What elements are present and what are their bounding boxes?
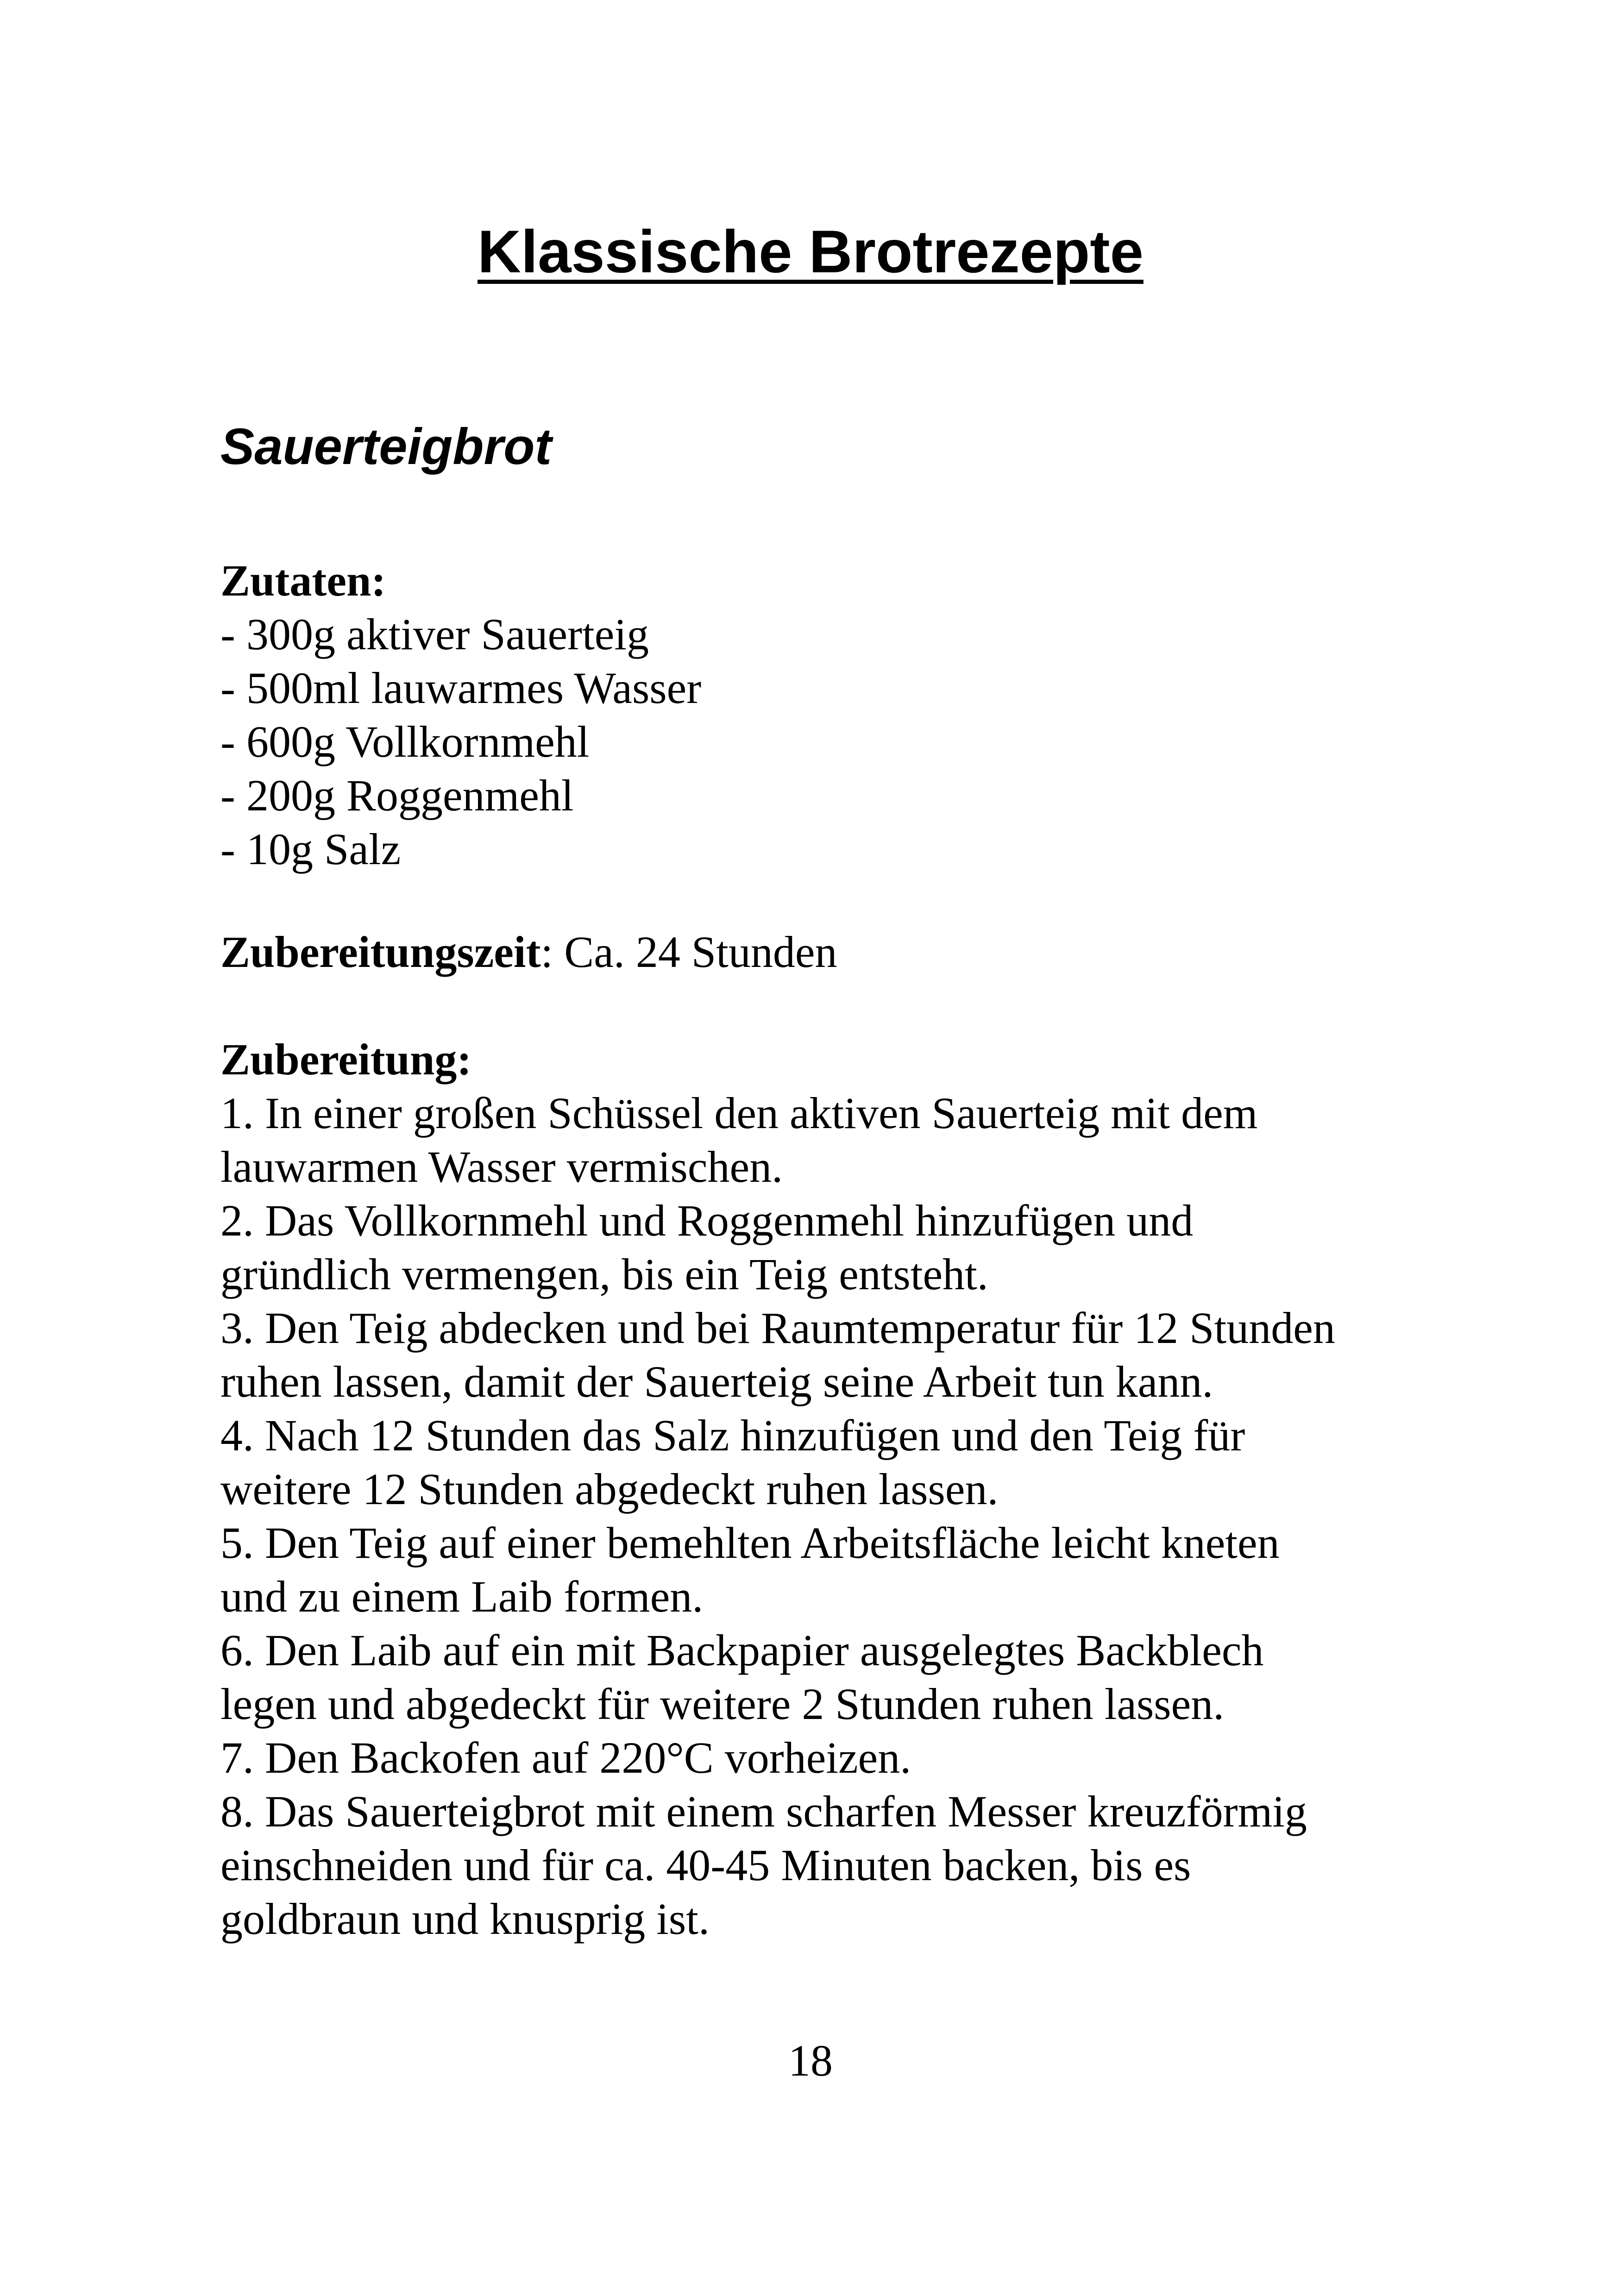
- method-line: ruhen lassen, damit der Sauerteig seine Arbeit tun kann.: [220, 1357, 1213, 1406]
- page-number: 18: [788, 2036, 833, 2085]
- method-line: legen und abgedeckt für weitere 2 Stunden ruhen lassen.: [220, 1679, 1225, 1729]
- method-line: 6. Den Laib auf ein mit Backpapier ausgelegtes Backblech: [220, 1625, 1264, 1675]
- method-heading: Zubereitung:: [220, 1035, 472, 1084]
- method-line: 3. Den Teig abdecken und bei Raumtemperatur für 12 Stunden: [220, 1303, 1335, 1353]
- page-title: Klassische Brotrezepte: [478, 218, 1143, 285]
- prep-time-value: : Ca. 24 Stunden: [540, 927, 837, 977]
- method-line: 4. Nach 12 Stunden das Salz hinzufügen und den Teig für: [220, 1411, 1245, 1460]
- method-line: 7. Den Backofen auf 220°C vorheizen.: [220, 1733, 911, 1782]
- ingredient-item: - 200g Roggenmehl: [220, 771, 574, 820]
- ingredient-item: - 600g Vollkornmehl: [220, 717, 590, 766]
- ingredient-item: - 300g aktiver Sauerteig: [220, 609, 649, 659]
- method-line: 1. In einer großen Schüssel den aktiven Sauerteig mit dem: [220, 1088, 1258, 1138]
- method-line: 8. Das Sauerteigbrot mit einem scharfen Messer kreuzförmig: [220, 1787, 1307, 1836]
- method-line: 2. Das Vollkornmehl und Roggenmehl hinzufügen und: [220, 1196, 1194, 1245]
- ingredients-heading: Zutaten:: [220, 556, 386, 605]
- prep-time-label: Zubereitungszeit: [220, 927, 541, 977]
- ingredient-item: - 500ml lauwarmes Wasser: [220, 663, 702, 713]
- method-line: goldbraun und knusprig ist.: [220, 1894, 710, 1944]
- method-line: weitere 12 Stunden abgedeckt ruhen lassen.: [220, 1464, 999, 1514]
- prep-time-section: [220, 925, 1471, 979]
- method-line: gründlich vermengen, bis ein Teig entsteht.: [220, 1249, 988, 1299]
- recipe-title: Sauerteigbrot: [220, 418, 552, 475]
- prep-time-line: [220, 925, 1471, 979]
- ingredient-item: - 10g Salz: [220, 824, 401, 874]
- ingredients-section: [220, 554, 1471, 876]
- method-section: [220, 1033, 1471, 1946]
- method-line: lauwarmen Wasser vermischen.: [220, 1142, 783, 1192]
- method-line: und zu einem Laib formen.: [220, 1572, 704, 1621]
- method-line: 5. Den Teig auf einer bemehlten Arbeitsfläche leicht kneten: [220, 1518, 1280, 1568]
- method-line: einschneiden und für ca. 40-45 Minuten backen, bis es: [220, 1840, 1191, 1890]
